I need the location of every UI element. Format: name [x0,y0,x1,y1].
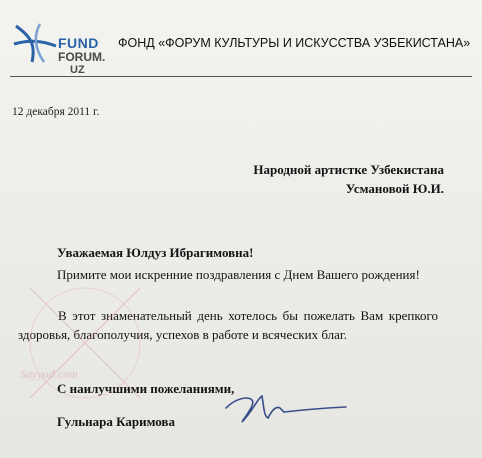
paragraph-1: Примите мои искренние поздравления с Днем Вашего рождения! [57,267,420,282]
handwritten-signature [222,388,352,428]
recipient-line-1: Народной артистке Узбекистана [253,162,444,177]
salutation: Уважаемая Юлдуз Ибрагимовна! [57,245,254,260]
watermark-text: Sayyod.com [20,367,78,381]
fund-forum-logo [10,18,110,78]
closing-phrase: С наилучшими пожеланиями, [57,381,235,396]
signer-name: Гульнара Каримова [57,414,175,429]
paragraph-2: В этот знаменательный день хотелось бы пожелать Вам крепкого здоровья, благополучия, успехов в работе и всяческих благ. [18,308,438,342]
header-divider [10,76,472,77]
recipient-line-2: Усмановой Ю.И. [345,181,444,196]
logo-text-forum: FORUM. [58,50,106,64]
letter-date: 12 декабря 2011 г. [12,106,100,118]
logo-text-fund: FUND [58,35,99,51]
recipient-block [253,160,444,198]
watermark [0,268,170,418]
fund-forum-emblem-icon [10,18,60,68]
organization-title: ФОНД «ФОРУМ КУЛЬТУРЫ И ИСКУССТВА УЗБЕКИСТАНА» [118,36,471,50]
logo-text-uz: UZ [70,64,85,76]
